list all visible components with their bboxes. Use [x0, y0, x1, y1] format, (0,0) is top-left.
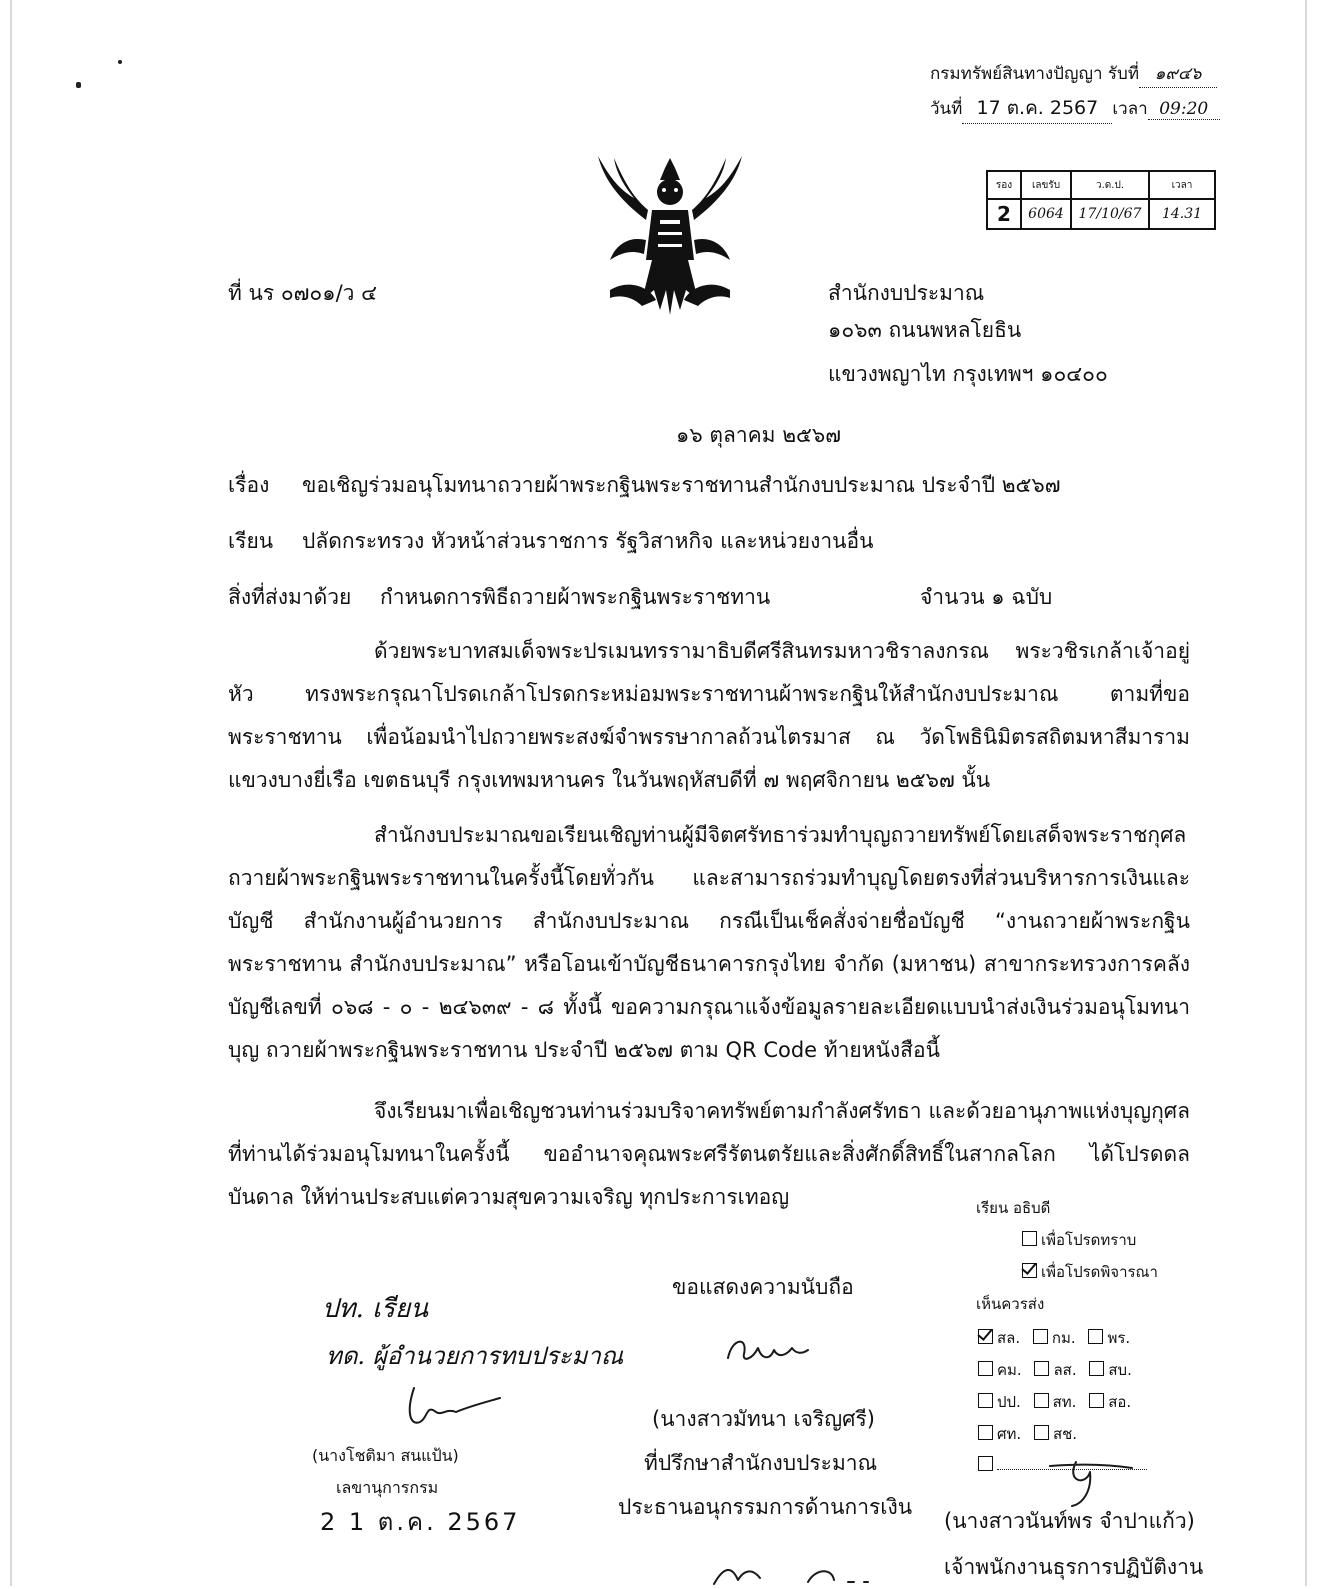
enclosure-text: กำหนดการพิธีถวายผ้าพระกฐินพระราชทาน — [380, 585, 771, 609]
routing-option-consider — [1022, 1260, 1158, 1284]
enclosure-label: สิ่งที่ส่งมาด้วย — [228, 585, 352, 609]
stamp-line1: กรมทรัพย์สินทางปัญญา รับที่ — [930, 64, 1140, 84]
checkbox-icon — [978, 1456, 993, 1471]
routing-unit: พร. — [1107, 1329, 1131, 1347]
secretary-position: เลขานุการกรม — [336, 1478, 439, 1497]
receipt-header-cell: เวลา — [1149, 171, 1215, 199]
checkbox-icon — [1022, 1231, 1037, 1246]
handwritten-note-1: ปท. เรียน — [322, 1294, 429, 1324]
routing-option-consider-label: เพื่อโปรดพิจารณา — [1041, 1263, 1158, 1281]
bottom-cutoff-text — [228, 1572, 348, 1586]
ip-receive-stamp — [930, 60, 1217, 88]
stamp-time: 09:20 — [1148, 99, 1220, 120]
ip-receive-stamp-line2 — [930, 93, 1220, 124]
body-paragraph-1-text: ด้วยพระบาทสมเด็จพระปรเมนทรรามาธิบดีศรีสินทรมหาวชิราลงกรณ พระวชิรเกล้าเจ้าอยู่หัว ทรงพระกรุณาโปรดเกล้าโปรดกระหม่อมพระราชทานผ้าพระกฐินให้สำนักงบประมาณ ตามที่ขอพระราชทาน เพื่อน้อมนำไปถวายพระสงฆ์จำพรรษากาลถ้วนไตรมาส ณ วัดโพธินิมิตรสถิตมหาสีมาราม แขวงบางยี่เรือ เขตธนบุรี กรุงเทพมหานคร ในวันพฤหัสบดีที่ ๗ พฤศจิกายน ๒๕๖๗ นั้น — [228, 639, 1190, 792]
clerk-name: (นางสาวนันท์พร จำปาแก้ว) — [944, 1509, 1195, 1533]
routing-unit: ลส. — [1053, 1361, 1077, 1379]
closing-respect: ขอแสดงความนับถือ — [672, 1275, 854, 1299]
signer-name: (นางสาวมัทนา เจริญศรี) — [652, 1407, 875, 1431]
speck — [76, 82, 81, 88]
receipt-value-cell: 17/10/67 — [1071, 199, 1149, 229]
routing-unit: ปป. — [997, 1393, 1021, 1411]
secretary-name: (นางโชติมา สนแป้น) — [312, 1446, 459, 1465]
stamp-time-label: เวลา — [1112, 99, 1148, 119]
signer-position-1: ที่ปรึกษาสำนักงบประมาณ — [644, 1451, 878, 1475]
routing-unit: สท. — [1052, 1393, 1077, 1411]
checkbox-icon — [1089, 1361, 1104, 1376]
secretary-signature-icon — [396, 1382, 506, 1432]
subject-text: ขอเชิญร่วมอนุโมทนาถวายผ้าพระกฐินพระราชทานสำนักงบประมาณ ประจำปี ๒๕๖๗ — [302, 473, 1061, 497]
routing-unit: ศท. — [997, 1425, 1022, 1443]
receipt-table — [986, 170, 1216, 230]
page-left-edge — [10, 0, 12, 1586]
receipt-table-row — [987, 199, 1215, 229]
checkbox-icon — [978, 1393, 993, 1408]
routing-option-inform — [1022, 1228, 1136, 1252]
stamp-date-label: วันที่ — [930, 99, 963, 119]
speck — [118, 60, 122, 64]
routing-unit-row-2 — [978, 1358, 1132, 1382]
routing-unit: สช. — [1052, 1425, 1078, 1443]
reference-number: ที่ นร ๐๗๐๑/ว ๔ — [228, 281, 378, 305]
letter-date: ๑๖ ตุลาคม ๒๕๖๗ — [676, 423, 842, 447]
checkbox-icon — [1033, 1329, 1048, 1344]
routing-unit: คม. — [997, 1361, 1022, 1379]
checkbox-icon — [1034, 1425, 1049, 1440]
routing-to: เรียน อธิบดี — [976, 1199, 1051, 1217]
signer-position-2: ประธานอนุกรรมการด้านการเงิน — [618, 1495, 913, 1519]
checkbox-icon — [978, 1361, 993, 1376]
stamp-number: ๑๙๔๖ — [1139, 60, 1217, 88]
secretary-stamp-date: 2 1 ต.ค. 2567 — [320, 1508, 521, 1536]
routing-unit-row-4 — [978, 1422, 1077, 1446]
enclosure-quantity: จำนวน ๑ ฉบับ — [920, 585, 1053, 609]
receipt-value-cell: 2 — [987, 199, 1021, 229]
routing-unit-row-3 — [978, 1390, 1131, 1414]
receipt-value-cell: 14.31 — [1149, 199, 1215, 229]
routing-unit: กม. — [1051, 1329, 1076, 1347]
routing-unit: สบ. — [1108, 1361, 1132, 1379]
receipt-table-header — [987, 171, 1215, 199]
checkbox-icon — [1034, 1361, 1049, 1376]
bottom-signature-icon — [708, 1560, 878, 1586]
checkbox-checked-icon — [1022, 1263, 1037, 1278]
body-paragraph-3-text: จึงเรียนมาเพื่อเชิญชวนท่านร่วมบริจาคทรัพย์ตามกำลังศรัทธา และด้วยอานุภาพแห่งบุญกุศล ที่ท่านได้ร่วมอนุโมทนาในครั้งนี้ ขออำนาจคุณพระศรีรัตนตรัยและสิ่งศักดิ์สิทธิ์ในสากลโลก ได้โปรดดลบันดาล ให้ท่านประสบแต่ความสุขความเจริญ ทุกประการเทอญ — [228, 1099, 1190, 1209]
agency-address-1: ๑๐๖๓ ถนนพหลโยธิน — [828, 318, 1022, 342]
agency-address-2: แขวงพญาไท กรุงเทพฯ ๑๐๔๐๐ — [828, 362, 1108, 386]
stamp-date: 17 ต.ค. 2567 — [962, 93, 1112, 124]
routing-unit: สล. — [997, 1329, 1021, 1347]
routing-unit-row-1 — [978, 1326, 1130, 1350]
to-label: เรียน — [228, 529, 274, 553]
to-text: ปลัดกระทรวง หัวหน้าส่วนราชการ รัฐวิสาหกิจ และหน่วยงานอื่น — [302, 529, 874, 553]
body-paragraph-2 — [228, 814, 1190, 1072]
agency-name: สำนักงบประมาณ — [828, 281, 985, 305]
body-paragraph-2-text: สำนักงบประมาณขอเรียนเชิญท่านผู้มีจิตศรัทธาร่วมทำบุญถวายทรัพย์โดยเสด็จพระราชกุศล ถวายผ้าพระกฐินพระราชทานในครั้งนี้โดยทั่วกัน และสามารถร่วมทำบุญโดยตรงที่ส่วนบริหารการเงินและบัญชี สำนักงานผู้อำนวยการ สำนักงบประมาณ กรณีเป็นเช็คสั่งจ่ายชื่อบัญชี “งานถวายผ้าพระกฐินพระราชทาน สำนักงบประมาณ” หรือโอนเข้าบัญชีธนาคารกรุงไทย จำกัด (มหาชน) สาขากระทรวงการคลัง บัญชีเลขที่ ๐๖๘ - ๐ - ๒๔๖๓๙ - ๘ ทั้งนี้ ขอความกรุณาแจ้งข้อมูลรายละเอียดแบบนำส่งเงินร่วมอนุโมทนาบุญ ถวายผ้าพระกฐินพระราชทาน ประจำปี ๒๕๖๗ ตาม QR Code ท้ายหนังสือนี้ — [228, 823, 1190, 1062]
receipt-header-cell: เลขรับ — [1021, 171, 1071, 199]
body-paragraph-1 — [228, 630, 1190, 802]
checkbox-icon — [1034, 1393, 1049, 1408]
checkbox-icon — [1088, 1329, 1103, 1344]
routing-send-label: เห็นควรส่ง — [976, 1295, 1045, 1313]
signer-signature-icon — [722, 1330, 812, 1370]
handwritten-note-2: ทด. ผู้อำนวยการทบประมาณ — [326, 1342, 624, 1370]
receipt-value-cell: 6064 — [1021, 199, 1071, 229]
garuda-emblem-icon — [590, 150, 750, 330]
receipt-header-cell: รอง — [987, 171, 1021, 199]
checkbox-icon — [978, 1425, 993, 1440]
page-right-edge — [1305, 0, 1307, 1586]
clerk-position: เจ้าพนักงานธุรการปฏิบัติงาน — [944, 1555, 1204, 1579]
routing-unit: สอ. — [1108, 1393, 1132, 1411]
receipt-header-cell: ว.ด.ป. — [1071, 171, 1149, 199]
checkbox-checked-icon — [978, 1329, 993, 1344]
subject-label: เรื่อง — [228, 473, 270, 497]
checkbox-icon — [1089, 1393, 1104, 1408]
routing-option-inform-label: เพื่อโปรดทราบ — [1041, 1231, 1137, 1249]
